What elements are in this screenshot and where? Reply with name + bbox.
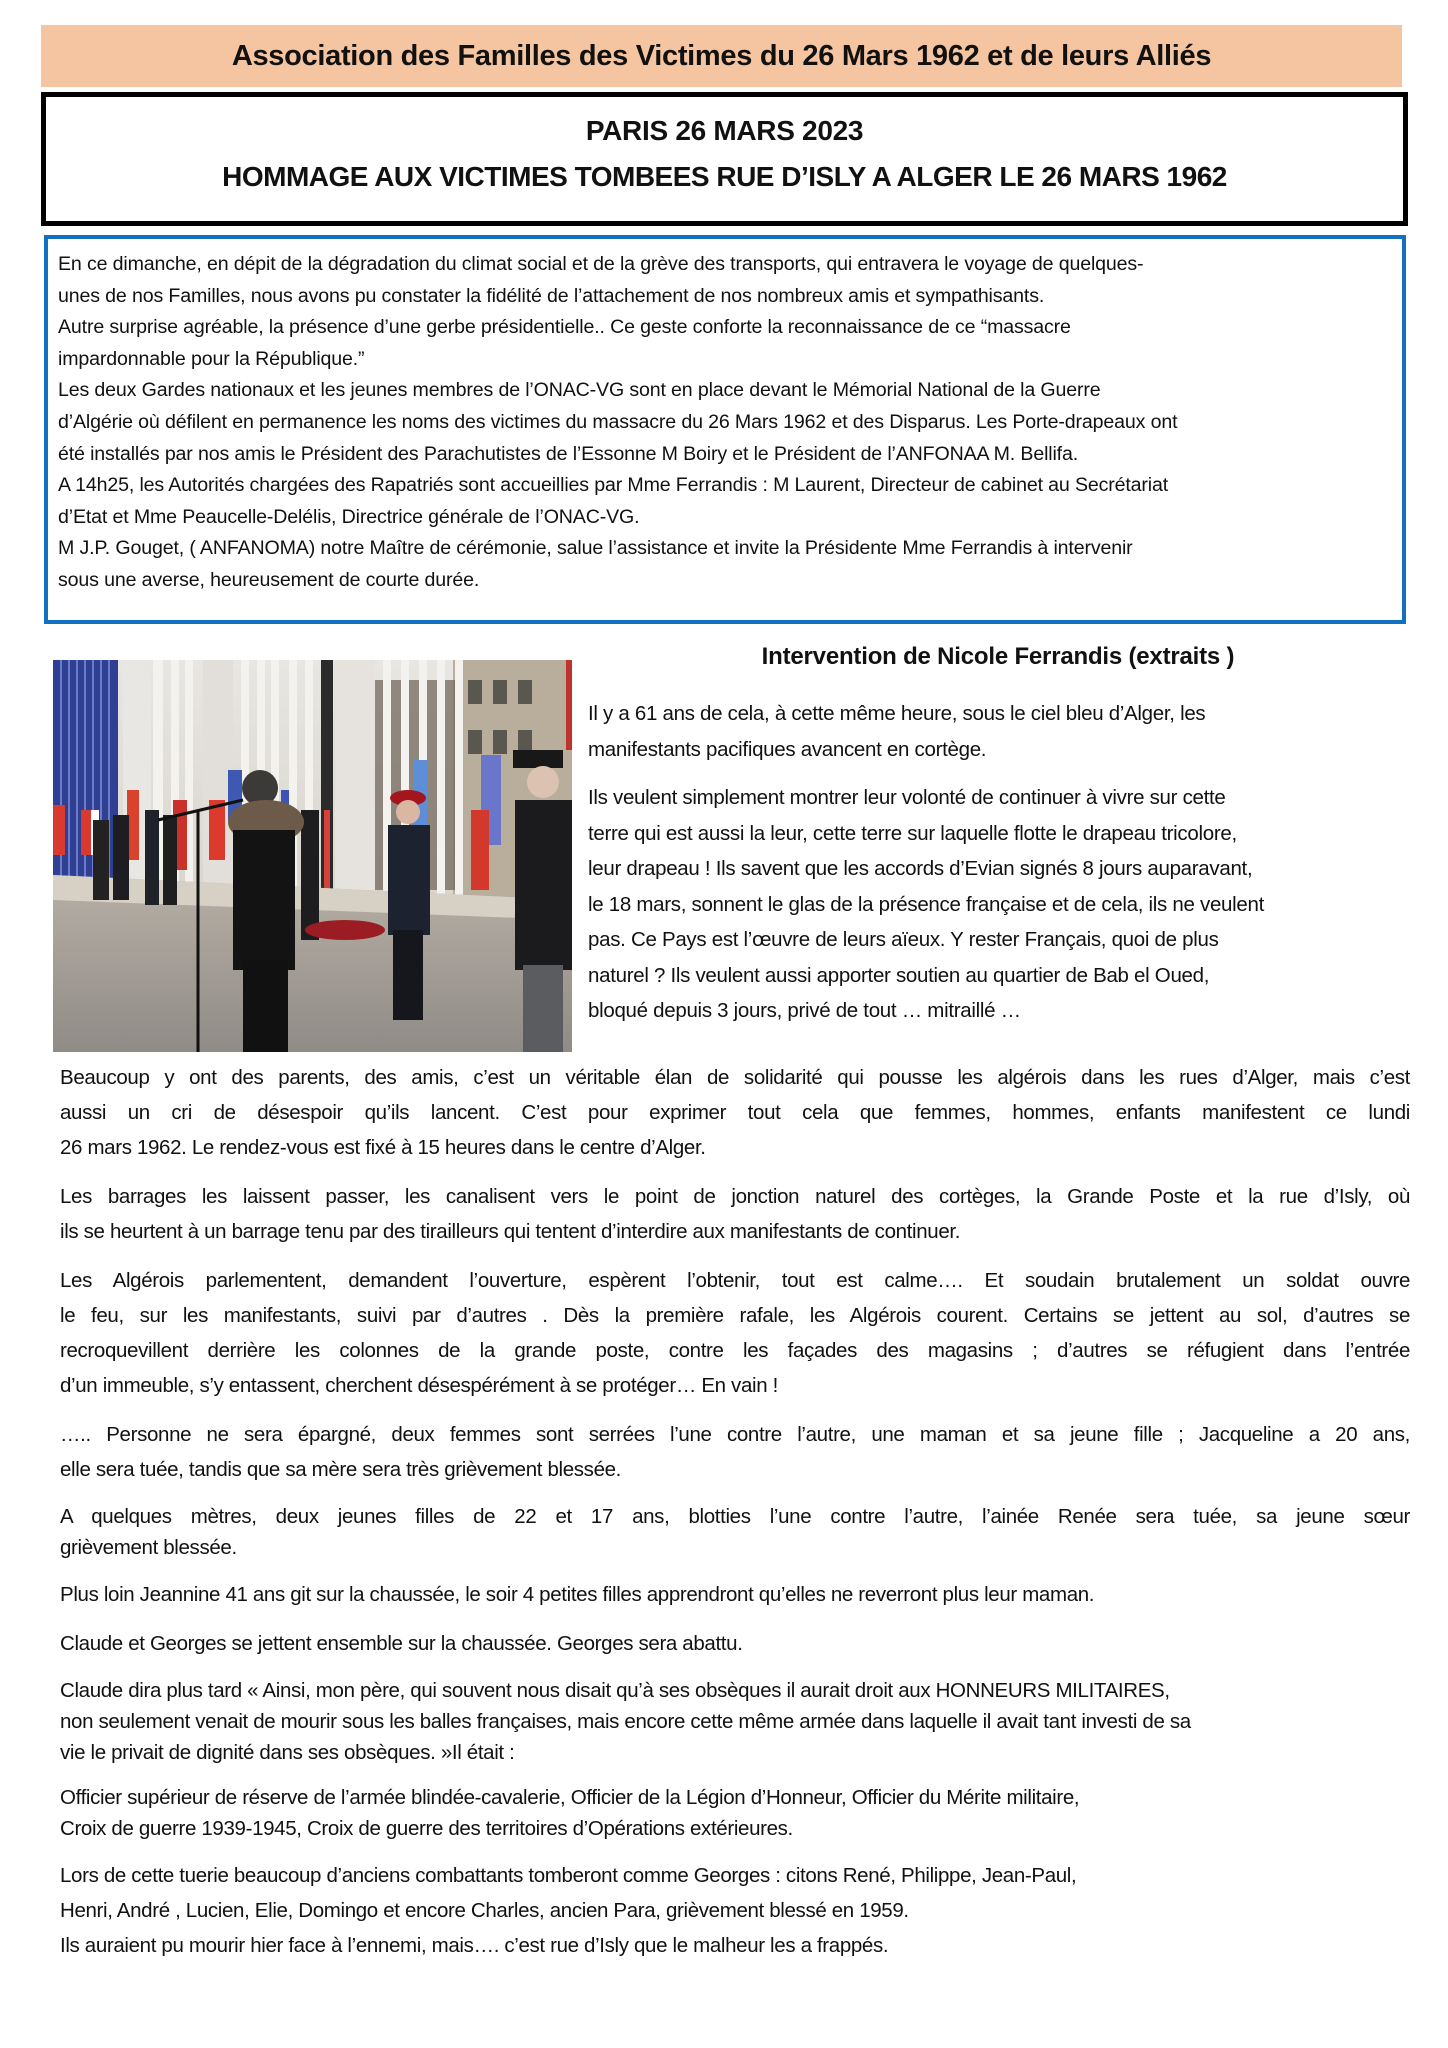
text-line: Beaucoup y ont des parents, des amis, c’est un véritable élan de solidarité qui pousse les algérois dans les rues d’Alger, mais c’est <box>60 1066 1410 1089</box>
speech-paragraph <box>588 696 1408 767</box>
intro-line: En ce dimanche, en dépit de la dégradation du climat social et de la grève des transports, qui entravera le voyage de quelques- <box>58 253 1144 275</box>
association-name: Association des Familles des Victimes du 26 Mars 1962 et de leurs Alliés <box>231 39 1212 72</box>
intro-line: impardonnable pour la République.” <box>58 347 365 370</box>
intro-line: d’Algérie où défilent en permanence les noms des victimes du massacre du 26 Mars 1962 et des Disparus. Les Porte-drapeaux ont <box>58 410 1178 433</box>
event-date-title: PARIS 26 MARS 2023 <box>585 115 864 146</box>
text-line: grièvement blessée. <box>60 1536 237 1559</box>
text-line: ….. Personne ne sera épargné, deux femmes sont serrées l’une contre l’autre, une maman et sa jeune fille ; Jacqueline a 20 ans, <box>60 1423 1410 1446</box>
text-line: bloqué depuis 3 jours, privé de tout … mitraillé … <box>588 999 1021 1022</box>
speech-paragraph <box>60 1675 1410 1768</box>
text-line: Il y a 61 ans de cela, à cette même heure, sous le ciel bleu d’Alger, les <box>588 702 1206 725</box>
intro-line: unes de nos Familles, nous avons pu constater la fidélité de l’attachement de nos nombreux amis et sympathisants. <box>58 284 1045 307</box>
ceremony-photo-illustration <box>53 660 572 1052</box>
text-line: Lors de cette tuerie beaucoup d’anciens combattants tomberont comme Georges : citons René, Philippe, Jean-Paul, <box>60 1864 1077 1887</box>
intro-line: été installés par nos amis le Président des Parachutistes de l’Essonne M Boiry et le Président de l’ANFONAA M. Bellifa. <box>58 442 1079 465</box>
event-title-box <box>41 92 1408 226</box>
speech-title: Intervention de Nicole Ferrandis (extraits ) <box>761 643 1235 670</box>
speech-paragraph <box>60 1782 1410 1844</box>
speech-paragraph <box>60 1501 1410 1563</box>
text-line: Claude et Georges se jettent ensemble sur la chaussée. Georges sera abattu. <box>60 1632 743 1655</box>
intro-line: Autre surprise agréable, la présence d’une gerbe présidentielle.. Ce geste conforte la reconnaissance de ce “massacre <box>58 316 1071 339</box>
text-line: pas. Ce Pays est l’œuvre de leurs aïeux. Y rester Français, quoi de plus <box>588 928 1219 951</box>
text-line: Les Algérois parlementent, demandent l’ouverture, espèrent l’obtenir, tout est calme…. Et soudain brutalement un soldat ouvre <box>60 1269 1410 1292</box>
intro-line: M J.P. Gouget, ( ANFANOMA) notre Maître de cérémonie, salue l’assistance et invite la Présidente Mme Ferrandis à intervenir <box>58 537 1133 560</box>
text-line: Les barrages les laissent passer, les canalisent vers le point de jonction naturel des cortèges, la Grande Poste et la rue d’Isly, où <box>60 1185 1410 1208</box>
speech-paragraph <box>60 1060 1410 1165</box>
text-line: manifestants pacifiques avancent en cortège. <box>588 737 987 761</box>
text-line: ils se heurtent à un barrage tenu par des tirailleurs qui tentent d’interdire aux manifestants de continuer. <box>60 1220 961 1243</box>
event-subtitle: HOMMAGE AUX VICTIMES TOMBEES RUE D’ISLY A ALGER LE 26 MARS 1962 <box>222 161 1227 192</box>
intro-line: A 14h25, les Autorités chargées des Rapatriés sont accueillies par Mme Ferrandis : M Laurent, Directeur de cabinet au Secrétariat <box>58 474 1169 497</box>
association-banner <box>41 25 1402 87</box>
speech-paragraph <box>60 1179 1410 1249</box>
text-line: Ils auraient pu mourir hier face à l’ennemi, mais…. c’est rue d’Isly que le malheur les a frappés. <box>60 1934 889 1957</box>
text-line: Officier supérieur de réserve de l’armée blindée-cavalerie, Officier de la Légion d’Honneur, Officier du Mérite militaire, <box>60 1786 1080 1809</box>
text-line: le feu, sur les manifestants, suivi par d’autres . Dès la première rafale, les Algérois courent. Certains se jettent au sol, d’autres se <box>60 1304 1410 1327</box>
text-line: leur drapeau ! Ils savent que les accords d’Evian signés 8 jours auparavant, <box>588 857 1253 880</box>
intro-paragraph <box>48 239 1402 597</box>
text-line: non seulement venait de mourir sous les balles françaises, mais encore cette même armée dans laquelle il avait tant investi de sa <box>60 1710 1191 1733</box>
speech-body-text <box>60 1060 1410 1977</box>
text-line: terre qui est aussi la leur, cette terre sur laquelle flotte le drapeau tricolore, <box>588 821 1237 845</box>
speech-column-text <box>588 696 1408 1042</box>
text-line: elle sera tuée, tandis que sa mère sera très grièvement blessée. <box>60 1458 622 1481</box>
text-line: A quelques mètres, deux jeunes filles de 22 et 17 ans, blotties l’une contre l’autre, l’ainée Renée sera tuée, sa jeune sœur <box>60 1505 1410 1528</box>
text-line: recroquevillent derrière les colonnes de la grande poste, contre les façades des magasins ; d’autres se réfugient dans l’entrée <box>60 1339 1410 1362</box>
speech-paragraph <box>60 1577 1410 1612</box>
text-line: Croix de guerre 1939-1945, Croix de guerre des territoires d’Opérations extérieures. <box>60 1817 793 1840</box>
intro-box <box>44 235 1406 624</box>
ceremony-photo <box>53 660 572 1052</box>
text-line: Henri, André , Lucien, Elie, Domingo et encore Charles, ancien Para, grièvement blessé en 1959. <box>60 1899 909 1922</box>
text-line: Plus loin Jeannine 41 ans git sur la chaussée, le soir 4 petites filles apprendront qu’elles ne reverront plus leur maman. <box>60 1583 1095 1606</box>
text-line: 26 mars 1962. Le rendez-vous est fixé à 15 heures dans le centre d’Alger. <box>60 1136 706 1159</box>
intro-line: sous une averse, heureusement de courte durée. <box>58 568 480 591</box>
speech-paragraph <box>588 780 1408 1029</box>
text-line: vie le privait de dignité dans ses obsèques. »Il était : <box>60 1741 515 1764</box>
speech-paragraph <box>60 1626 1410 1661</box>
text-line: naturel ? Ils veulent aussi apporter soutien au quartier de Bab el Oued, <box>588 963 1210 987</box>
intro-line: Les deux Gardes nationaux et les jeunes membres de l’ONAC-VG sont en place devant le Mémorial National de la Guerre <box>58 379 1101 402</box>
speech-paragraph <box>60 1263 1410 1403</box>
text-line: Ils veulent simplement montrer leur volonté de continuer à vivre sur cette <box>588 786 1226 809</box>
speech-paragraph <box>60 1417 1410 1487</box>
speech-paragraph <box>60 1858 1410 1963</box>
text-line: aussi un cri de désespoir qu’ils lancent. C’est pour exprimer tout cela que femmes, hommes, enfants manifestent ce lundi <box>60 1101 1410 1124</box>
text-line: Claude dira plus tard « Ainsi, mon père, qui souvent nous disait qu’à ses obsèques il aurait droit aux HONNEURS MILITAIRES, <box>60 1679 1170 1702</box>
text-line: le 18 mars, sonnent le glas de la présence française et de cela, ils ne veulent <box>588 892 1264 916</box>
text-line: d’un immeuble, s’y entassent, cherchent désespérément à se protéger… En vain ! <box>60 1374 778 1397</box>
intro-line: d’Etat et Mme Peaucelle-Delélis, Directrice générale de l’ONAC-VG. <box>58 505 640 528</box>
